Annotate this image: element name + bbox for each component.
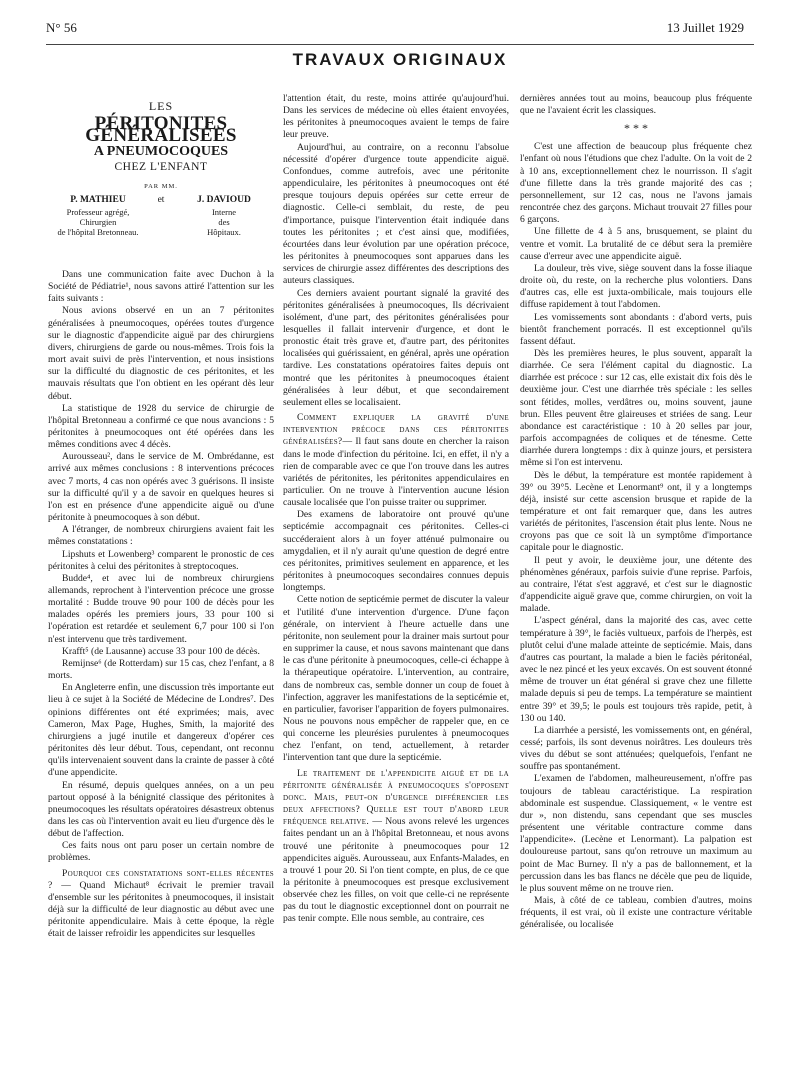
author-2-hospital: Hôpitaux.	[207, 226, 241, 237]
paragraph: L'aspect général, dans la majorité des cas, avec cette température à 39°, le faciès vultueux, parfois de l'herpès, est plutôt celui d'une malade atteinte de septicémie. Mais, dans d'autres cas pourtant, la malade a bien le faciès péritonéal, avec le nez pincé et les yeux excavés. On est souvent étonné même de trouver un état général si grave chez une fillette malade depuis si peu de temps. La température se maintient entre 39° et 39,5; le pouls est toujours très rapide, petit, à 130 ou 140.	[520, 615, 752, 724]
section-heading: Pourquoi ces constatations sont-elles récentes ?	[48, 867, 274, 891]
paragraph: Dès le début, la température est montée rapidement à 39° ou 39°5. Lecène et Lenormant⁹ ont, il y a longtemps déjà, insisté sur cette ascension brusque et rapide de la température et ont fait remarquer que, dans les autres variétés de péritonites, l'ascension était plus lente. Nous ne croyons pas que ce soit là un symptôme d'importance capitale pour le diagnostic.	[520, 469, 752, 554]
paragraph: Ces faits nous ont paru poser un certain nombre de problèmes.	[48, 840, 274, 864]
author-1-role: Chirurgien	[79, 216, 117, 227]
paragraph: Budde⁴, et avec lui de nombreux chirurgiens allemands, reprochent à l'intervention précoce une grosse mortalité : Budde trouve 90 pour 100 de décès pour les malades opérés les premiers jours, 33 pour 100 si l'opération est retardée et seulement 6,7 pour 100 si l'on n'est intervenu que très tardivement.	[48, 572, 274, 645]
author-2-name: J. DAVIOUD	[197, 194, 251, 205]
paragraph: La douleur, très vive, siège souvent dans la fosse iliaque droite où, du reste, on la recherche plus volontiers. Dans d'autres cas, elle est juxta-ombilicale, mais toujours elle diffuse rapidement à tout l'abdomen.	[520, 262, 752, 311]
paragraph: Aurousseau², dans le service de M. Ombrédanne, est arrivé aux mêmes conclusions : 8 interventions précoces avec 7 morts, 4 cas non opérés avec 3 guérisons. Il insiste sur la difficulté qu'il y a de savoir en quelques heures si l'on est en présence d'une appendicite aiguë ou d'une péritonite à pneumocoques à son début.	[48, 451, 274, 524]
paragraph-with-heading	[48, 868, 274, 941]
paragraph: Des examens de laboratoire ont prouvé qu'une septicémie accompagnait ces péritonites. Celles-ci succéderaient alors à un foyer atténué pulmonaire ou amygdalien, et il n'y aurait qu'une question de degré entre ces péritonites, primitives seulement en apparence, et les péritonites à pneumocoques secondaires connues depuis longtemps.	[283, 509, 509, 594]
section-separator: * * *	[624, 121, 648, 136]
page-header	[46, 18, 744, 40]
paragraph: A l'étranger, de nombreux chirurgiens avaient fait les mêmes constatations :	[48, 524, 274, 548]
paragraph: La diarrhée a persisté, les vomissements ont, en général, cessé; parfois, ils sont devenus noirâtres. Les douleurs très vives du début se sont atténuées; quelquefois, l'enfant ne souffre pas spontanément.	[520, 724, 752, 773]
paragraph-text: — Quand Michaut⁸ écrivait le premier travail d'ensemble sur les péritonites à pneumocoques, il insistait déjà sur la difficulté de leur diagnostic au début avec une péritonite appendiculaire. Mais à cette époque, la règle était de laisser refroidir les appendicites sur lesquelles	[48, 879, 274, 940]
paragraph: Aujourd'hui, au contraire, on a reconnu l'absolue nécessité d'opérer d'urgence toute appendicite aiguë. Confondues, comme autrefois, avec une péritonite appendiculaire, les péritonites à pneumocoques ont été presque toujours depuis opérées sur cette erreur de diagnostic. Celle-ci semblait, du reste, de peu d'importance, puisque l'intervention était indiquée dans toutes les péritonites ; et c'est ainsi que, modifiées, écourtées dans leur évolution par une opération précoce, les péritonites à pneumocoques sont apparues dans les services de chirurgie assez différentes des descriptions des auteurs classiques.	[283, 141, 509, 287]
paragraph-with-heading	[283, 768, 509, 926]
issue-date: 13 Juillet 1929	[666, 20, 744, 35]
paragraph: En résumé, depuis quelques années, on a un peu partout opposé à la bénignité classique des péritonites à pneumocoques les résultats opératoires désastreux obtenus dans les cas où l'intervention avait eu lieu d'urgence dès le début de l'affection.	[48, 779, 274, 840]
paragraph: La statistique de 1928 du service de chirurgie de l'hôpital Bretonneau a confirmé ce que nous avancions : 5 péritonites à pneumocoques ont été opérées dans les mêmes conditions avec 4 décès.	[48, 402, 274, 451]
title-les: LES	[148, 99, 174, 113]
paragraph: Ces derniers avaient pourtant signalé la gravité des péritonites généralisées à pneumocoques, Ils décrivaient isolément, d'une part, des péritonites généralisées pour lesquelles il fallait intervenir d'urgence, et dont le pronostic était très grave et, d'autre part, des péritonites localisées qui guérissaient, en général, après une opération tardive. Les constatations opératoires faites depuis ont montré que les péritonites à pneumocoques étaient généralisées à leur début, et que secondairement seulement elles se localisaient.	[283, 287, 509, 408]
paragraph: Mais, à côté de ce tableau, combien d'autres, moins fréquents, il est vrai, où il existe une contracture véritable généralisée, ou localisée	[520, 895, 752, 931]
article-subtitle: A PNEUMOCOQUES	[93, 144, 229, 160]
paragraph: Il peut y avoir, le deuxième jour, une détente des phénomènes généraux, parfois suivie d'une reprise. Parfois, au contraire, l'état s'est aggravé, et c'est sur le diagnostic d'appendicite aiguë grave que, comme chirurgien, on voit la malade.	[520, 554, 752, 615]
article-title-block	[48, 100, 274, 193]
paragraph: C'est une affection de beaucoup plus fréquente chez l'enfant où nous l'étudions que chez l'adulte. On la voit de 2 à 10 ans, exceptionnellement chez le nourrisson. Il s'agit d'une fillette dans la très grande majorité des cas ; personnellement, sur 12 cas, nous ne l'avons jamais rencontrée chez des garçons. Michaut trouvait 27 filles pour 6 garçons.	[520, 141, 752, 226]
column-1	[48, 92, 274, 1082]
issue-number: N° 56	[46, 20, 77, 35]
article-subtitle-2: CHEZ L'ENFANT	[114, 160, 208, 173]
paragraph: Nous avions observé en un an 7 péritonites généralisées à pneumocoques, opérées toutes d'urgence sur le diagnostic d'appendicite aiguë par des chirurgiens divers, chirurgiens de garde ou nous-mêmes. Trois fois la mort avait suivi de près l'intervention, et nous insistions sur la difficulté du diagnostic de ces péritonites, et les mauvais résultats que l'on obtient en les opérant dès leur début.	[48, 305, 274, 402]
section-heading: Comment expliquer la gravité d'une intervention précoce dans ces péritonites généralisées?	[283, 412, 509, 448]
paragraph: l'attention était, du reste, moins attirée qu'aujourd'hui. Dans les services de médecine où elles étaient envoyées, les péritonites à pneumocoques avaient le temps de faire leur preuve.	[283, 93, 509, 141]
column-3	[520, 93, 752, 1082]
paragraph: Les vomissements sont abondants : d'abord verts, puis bientôt franchement porracés. Il est exceptionnel qu'ils fassent défaut.	[520, 311, 752, 347]
paragraph: Une fillette de 4 à 5 ans, brusquement, se plaint du ventre et vomit. La brutalité de ce début sera la première cause d'erreur avec une appendicite aiguë.	[520, 226, 752, 262]
paragraph: Lipshuts et Lowenberg³ comparent le pronostic de ces péritonites à celui des péritonites à streptocoques.	[48, 548, 274, 572]
author-1-hospital: de l'hôpital Bretonneau.	[57, 226, 139, 237]
article-title: PÉRITONITES GÉNÉRALISÉES	[85, 113, 237, 147]
paragraph: Remijnse⁶ (de Rotterdam) sur 15 cas, chez l'enfant, a 8 morts.	[48, 657, 274, 682]
author-2-title: Interne	[211, 206, 237, 217]
authors	[48, 195, 274, 251]
paragraph: L'examen de l'abdomen, malheureusement, n'offre pas toujours de tableau caractéristique. La respiration abdominale est suspendue. Classiquement, « le ventre est dur », non distendu, sans cependant que ses muscles présentent une véritable contracture comme dans l'appendicite». (Lecène et Lenormant). La palpation est douloureuse partout, sans qu'on retrouve un maximum au point de Mac Burney. Il n'y a pas de ballonnement, et la percussion dans les bas flancs ne décèle que peu de liquide, le plus souvent même on ne trouve rien.	[520, 773, 752, 894]
header-rule	[46, 44, 754, 45]
paragraph: Dès les premières heures, le plus souvent, apparaît la diarrhée. Ce sera l'élément capital du diagnostic. La diarrhée est précoce : sur 12 cas, elle existait dix fois dès le deuxième jour. C'est une diarrhée très spéciale : les selles sont fétides, molles, verdâtres ou, moins souvent, jaune brun. Elles peuvent être glaireuses et striées de sang. Leur abondance est caractéristique : 10 à 20 selles par jour, parfois accompagnées de coliques et de ténesme. Cette diarrhée durera longtemps : dix à quinze jours, et persistera même si l'on est intervenu.	[520, 347, 752, 469]
author-1-name: P. MATHIEU	[70, 194, 126, 205]
paragraph: dernières années tout au moins, beaucoup plus fréquente que ne l'avaient écrit les classiques.	[520, 93, 752, 117]
paragraph-text: — Nous avons relevé les urgences faites pendant un an à l'hôpital Bretonneau, et nous avons trouvé une péritonite à pneumocoques pour 12 appendicites aiguës. Aurousseau, aux Enfants-Malades, en a trouvé 1 pour 20. Si l'on tient compte, en plus, de ce que la péritonite à pneumocoques est presque exclusivement observée chez les filles, on voit que celle-ci ne représente pas du tout le diagnostic exceptionnel dont on pourrait ne pas tenir compte. Elle nous semble, au contraire, ces	[283, 816, 509, 925]
author-1-title: Professeur agrégé,	[66, 206, 130, 217]
paragraph: Krafft⁵ (de Lausanne) accuse 33 pour 100 de décès.	[62, 645, 260, 657]
paragraph: Dans une communication faite avec Duchon à la Société de Pédiatrie¹, nous savons attiré l'attention sur les faits suivants :	[48, 268, 274, 305]
author-2	[174, 195, 274, 237]
paragraph-with-heading	[283, 412, 509, 509]
section-title: TRAVAUX ORIGINAUX	[292, 50, 508, 69]
by-line: PAR MM.	[144, 182, 178, 190]
paragraph: En Angleterre enfin, une discussion très importante eut lieu à ce sujet à la Société de Médecine de Londres⁷. Des opinions différentes ont été exprimées; mais, avec Cameron, Max Page, Hughes, Smith, la majorité des chirurgiens a jugé inutile et dangereux d'opérer ces péritonites dès leur début. Tous, cependant, ont reconnu qu'ils intervenaient souvent dans la crainte de passer à côté d'une appendicite.	[48, 682, 274, 779]
author-2-role: des	[218, 216, 230, 227]
column-2	[283, 93, 509, 1082]
paragraph-text: — Il faut sans doute en chercher la raison dans le mode d'infection du péritoine. Ici, en effet, il n'y a rien de comparable avec ce que l'on trouve dans les autres variétés de péritonites, les péritonites appendiculaires en particulier. On ne trouve à l'intervention aucune lésion causale localisée que l'on puisse traiter ou supprimer.	[283, 436, 509, 509]
author-conjunction: et	[157, 194, 165, 205]
section-heading: Le traitement de l'appendicite aiguë et de la péritonite généralisée à pneumocoques s'opposent donc. Mais, peut-on d'urgence différencier les deux affections? Quelle est tout d'abord leur fréquence relative.	[283, 767, 509, 828]
paragraph: Cette notion de septicémie permet de discuter la valeur et l'utilité d'une intervention d'urgence. D'une façon générale, on intervient à l'heure actuelle dans une péritonite, non seulement pour la drainer mais surtout pour en supprimer la cause, et nous savons maintenant que dans le cas d'une péritonite à pneumocoques, celle-ci échappe à la thérapeutique opératoire. L'intervention, au contraire, dans de nombreux cas, semble donner un coup de fouet à l'infection, aggraver les manifestations de la septicémie et, en particulier, favoriser l'apparition de foyers pulmonaires. Nous ne pouvons nous empêcher de rappeler que, en ce qui concerne les pleurésies purulentes à pneumocoques chez l'enfant, on tend, actuellement, à retarder l'intervention tant que dure la septicémie.	[283, 594, 509, 764]
